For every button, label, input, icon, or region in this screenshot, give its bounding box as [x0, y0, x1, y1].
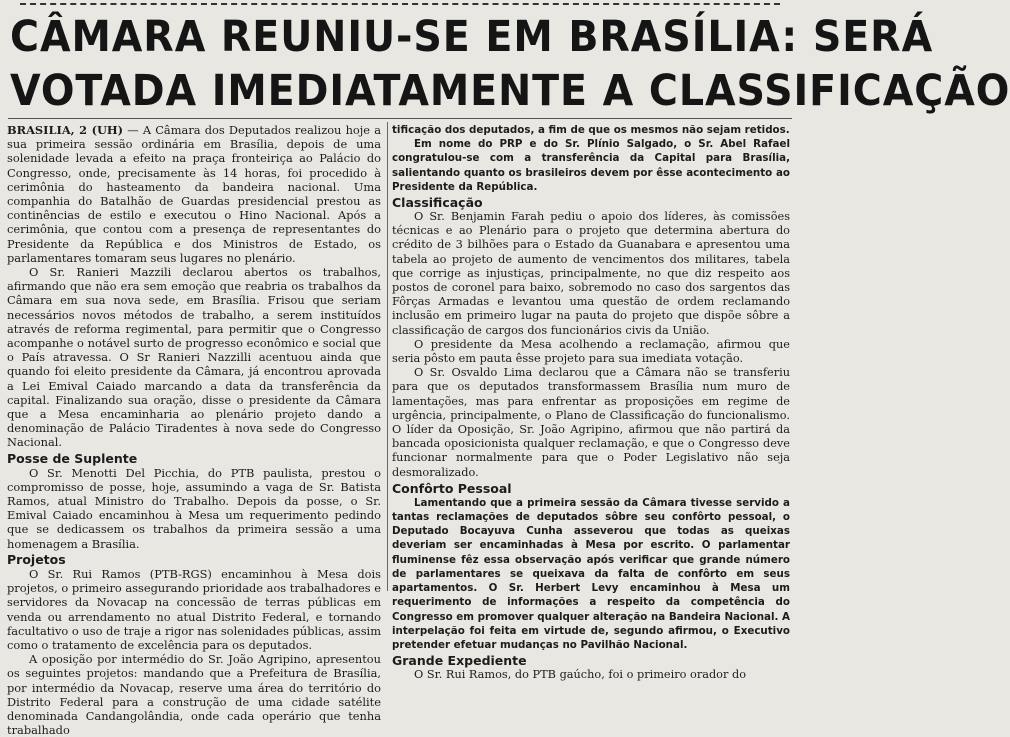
article-paragraph: Em nome do PRP e do Sr. Plínio Salgado, o Sr. Abel Rafael congratulou-se com a transferência da Capital para Brasília, salientando quanto os brasileiros devem por êsse acontecimento ao Presidente da República. — [392, 138, 790, 193]
article-paragraph: A oposição por intermédio do Sr. João Agripino, apresentou os seguintes projetos: mandando que a Prefeitura de Brasília, por intermédio da Novacap, reserve uma área do território do Distrito Federal para a construção de uma cidade satélite denominada Candangolândia, onde cada operário que tenha trabalhado — [7, 652, 381, 737]
article-paragraph — [7, 123, 381, 265]
top-border — [20, 3, 780, 5]
column-divider — [387, 122, 388, 591]
article-paragraph: Lamentando que a primeira sessão da Câmara tivesse servido a tantas reclamações de deputados sôbre seu confôrto pessoal, o Deputado Bocayuva Cunha asseverou que todas as queixas deveriam ser encaminhadas à Mesa por escrito. O parlamentar fluminense fêz essa observação após verificar que grande número de parlamentares se queixava da falta de confôrto em seus apartamentos. O Sr. Herbert Levy encaminhou à Mesa um requerimento de informações a respeito da competência do Congresso em promover qualquer alteração na Bandeira Nacional. A interpelação foi feita em virtude de, segundo afirmou, o Executivo pretender efetuar mudanças no Pavilhão Nacional. — [392, 496, 790, 651]
right-column — [392, 123, 790, 682]
article-paragraph: O Sr. Ranieri Mazzili declarou abertos os trabalhos, afirmando que não era sem emoção que reabria os trabalhos da Câmara em sua nova sede, em Brasília. Frisou que seriam necessários novos métodos de trabalho, a serem instituídos através de reforma regimental, para permitir que o Congresso acompanhe o notável surto de progresso econômico e social que o País atravessa. O Sr Ranieri Nazzilli acentuou ainda que quando foi eleito presidente da Câmara, já encontrou aprovada a Lei Emival Caiado marcando a data da transferência da capital. Finalizando sua oração, disse o presidente da Câmara que a Mesa encaminharia ao plenário projeto dando a denominação de Palácio Tiradentes à nova sede do Congresso Nacional. — [7, 265, 381, 450]
dateline: BRASILIA, 2 (UH) — [7, 123, 124, 137]
subheading-grande-expediente: Grande Expediente — [392, 653, 527, 669]
lead-text: — A Câmara dos Deputados realizou hoje a sua primeira sessão ordinária em Brasília, depois de uma solenidade levada a efeito na praça fronteiriça ao Palácio do Congresso, onde, precisamente às 14 horas, foi procedido à cerimônia do hasteamento da bandeira nacional. Uma companhia do Batalhão de Guardas presidencial prestou as continências de estilo e executou o Hino Nacional. Após a cerimônia, que contou com a presença de representantes do Presidente da República e dos Ministros de Estado, os parlamentares tomaram seus lugares no plenário. — [7, 123, 381, 265]
subheading-projetos: Projetos — [7, 551, 66, 567]
article-paragraph: O Sr. Rui Ramos, do PTB gaúcho, foi o primeiro orador do — [414, 668, 747, 682]
article-paragraph: O Sr. Menotti Del Picchia, do PTB paulista, prestou o compromisso de posse, hoje, assumindo a vaga de Sr. Batista Ramos, atual Ministro do Trabalho. Depois da posse, o Sr. Emival Caiado encaminhou à Mesa um requerimento pedindo que se dedicassem os trabalhos da primeira sessão a uma homenagem a Brasília. — [7, 465, 381, 551]
subheading-classificacao: Classificação — [392, 195, 483, 211]
article-paragraph: tificação dos deputados, a fim de que os mesmos não sejam retidos. — [392, 124, 790, 136]
article-paragraph: O Sr. Osvaldo Lima declarou que a Câmara não se transferiu para que os deputados transformassem Brasília num muro de lamentações, mas para enfrentar as proposições em regime de urgência, principalmente, o Plano de Classificação do funcionalismo. O líder da Oposição, Sr. João Agripino, afirmou que não partirá da bancada oposicionista qualquer reclamação, e que o Congresso deve funcionar normalmente para que o Poder Legislativo não seja desmoralizado. — [392, 366, 790, 479]
article-paragraph: O Sr. Benjamin Farah pediu o apoio dos líderes, às comissões técnicas e ao Plenário para o projeto que determina abertura do crédito de 3 bilhões para o Estado da Guanabara e apresentou uma tabela ao projeto de aumento de vencimentos dos militares, tabela que corrige as injustiças, principalmente, no que diz respeito aos postos de coronel para baixo, sobremodo no caso dos sargentos das Fôrças Armadas e levantou uma questão de ordem reclamando inclusão em primeiro lugar na pauta do projeto que dispõe sôbre a classificação de cargos dos funcionários civis da União. — [392, 210, 790, 337]
article-paragraph: O presidente da Mesa acolhendo a reclamação, afirmou que seria pôsto em pauta êsse projeto para sua imediata votação. — [392, 337, 790, 366]
subheading-posse: Posse de Suplente — [7, 450, 138, 466]
headline-rule — [8, 118, 792, 119]
headline-line-1: CÂMARA REUNIU-SE EM BRASÍLIA: SERÁ — [10, 12, 934, 62]
left-column — [7, 123, 381, 737]
article-paragraph: O Sr. Rui Ramos (PTB-RGS) encaminhou à Mesa dois projetos, o primeiro assegurando prioridade aos trabalhadores e servidores da Novacap na concessão de terras públicas em venda ou arrendamento no atual Distrito Federal, e tornando facultativo o uso de traje a rigor nas solenidades públicas, assim como o tratamento de excelência para os deputados. — [7, 566, 381, 652]
headline-line-2: VOTADA IMEDIATAMENTE A CLASSIFICAÇÃO — [10, 66, 1010, 116]
headline — [10, 10, 1010, 118]
subheading-conforto: Confôrto Pessoal — [392, 480, 512, 496]
